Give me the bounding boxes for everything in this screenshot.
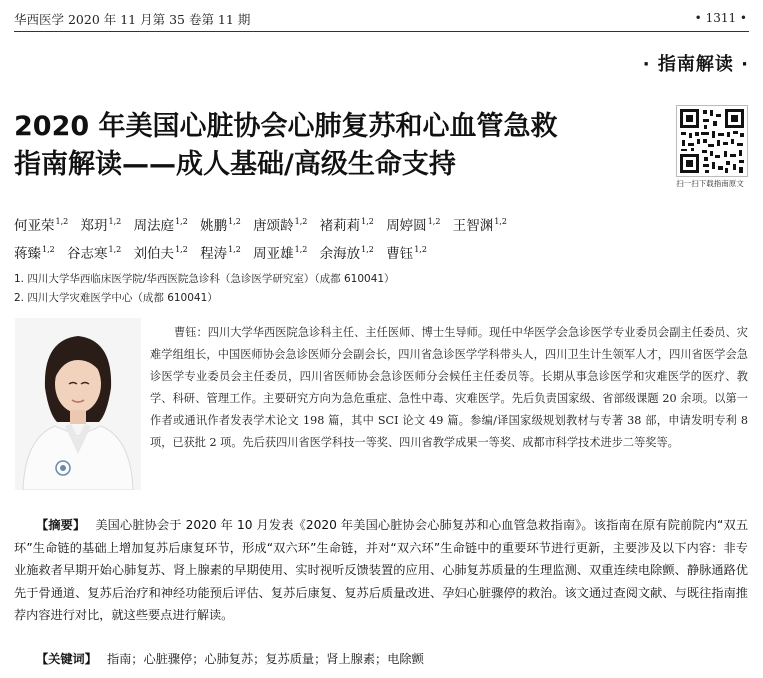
page-number: • 1311 • [694, 11, 747, 25]
author: 余海放$^{1,2}$ [319, 245, 374, 262]
author: 谷志寒$^{1,2}$ [67, 245, 122, 262]
author: 何亚荣$^{1,2}$ [14, 217, 69, 234]
author: 周法庭$^{1,2}$ [133, 217, 188, 234]
author: 褚莉莉$^{1,2}$ [319, 217, 374, 234]
author-row [14, 238, 515, 266]
abstract-text: 美国心脏协会于 2020 年 10 月发表《2020 年美国心脏协会心肺复苏和心血管急救指南》。该指南在原有院前院内“双五环”生命链的基础上增加复苏后康复环节，形成“双六环”生命链，并对“双六环”生命链中的重要环节进行更新，主要涉及以下内容：非专业施救者早期开始心肺复苏、肾上腺素的早期使用、实时视听反馈装置的应用、心肺复苏质量的生理监测、双重连续电除颤、静脉通路优先于骨通道、复苏后治疗和神经功能预后评估、复苏后康复、复苏后质量改进、孕妇心脏骤停的救治。该文通过查阅文献、与既往指南推荐内容进行对比，就这些要点进行解读。 [14, 518, 749, 622]
affiliation-1: 1. 四川大学华西临床医学院/华西医院急诊科（急诊医学研究室）（成都 610041） [14, 273, 395, 285]
affiliations [14, 270, 395, 308]
journal-citation: 华西医学 2020 年 11 月第 35 卷第 11 期 [14, 12, 251, 27]
header-rule [14, 31, 749, 32]
author-list [14, 210, 515, 266]
title-line-2: 指南解读——成人基础/高级生命支持 [14, 149, 456, 180]
author-row [14, 210, 515, 238]
author: 程涛$^{1,2}$ [200, 245, 241, 262]
author: 刘伯夫$^{1,2}$ [133, 245, 188, 262]
keywords-text: 指南；心脏骤停；心肺复苏；复苏质量；肾上腺素；电除颤 [106, 652, 424, 666]
author-portrait [15, 318, 141, 490]
affiliation-2: 2. 四川大学灾难医学中心（成都 610041） [14, 292, 218, 304]
qr-caption: 扫一扫下载指南原文 [676, 179, 744, 188]
title-line-1: 2020 年美国心脏协会心肺复苏和心血管急救 [14, 111, 558, 142]
author: 周亚雄$^{1,2}$ [253, 245, 308, 262]
author: 蒋臻$^{1,2}$ [14, 245, 55, 262]
author: 周婷圆$^{1,2}$ [386, 217, 441, 234]
author: 姚鹏$^{1,2}$ [200, 217, 241, 234]
abstract-label: 【摘要】 [36, 518, 86, 532]
keywords [36, 650, 424, 667]
abstract [14, 514, 748, 627]
author: 郑玥$^{1,2}$ [80, 217, 122, 234]
article-title [14, 108, 654, 184]
section-tag: · 指南解读 · [642, 54, 749, 75]
author: 王智渊$^{1,2}$ [452, 217, 507, 234]
author: 曹钰$^{1,2}$ [386, 245, 427, 262]
qr-code-icon[interactable] [676, 105, 748, 177]
keywords-label: 【关键词】 [36, 652, 97, 666]
author: 唐颂龄$^{1,2}$ [253, 217, 308, 234]
author-bio: 曹钰：四川大学华西医院急诊科主任、主任医师、博士生导师。现任中华医学会急诊医学专业委员会副主任委员、灾难学组组长，中国医师协会急诊医师分会副会长，四川省急诊医学学科带头人，四川卫生计生领军人才，四川省医学会急诊医学专业委员会主任委员，四川省医师协会急诊医师分会候任主任委员等。长期从事急诊医学和灾难医学的医疗、教学、科研、管理工作。主要研究方向为急危重症、急性中毒、灾难医学。先后负责国家级、省部级课题 20 余项。以第一作者或通讯作者发表学术论文 198 篇，其中 SCI 论文 49 篇。参编/译国家级规划教材与专著 38 部，申请发明专利 8 项，已获批 2 项。先后获四川省医学科技一等奖、四川省教学成果一等奖、成都市科学技术进步二等奖等。 [150, 326, 748, 449]
